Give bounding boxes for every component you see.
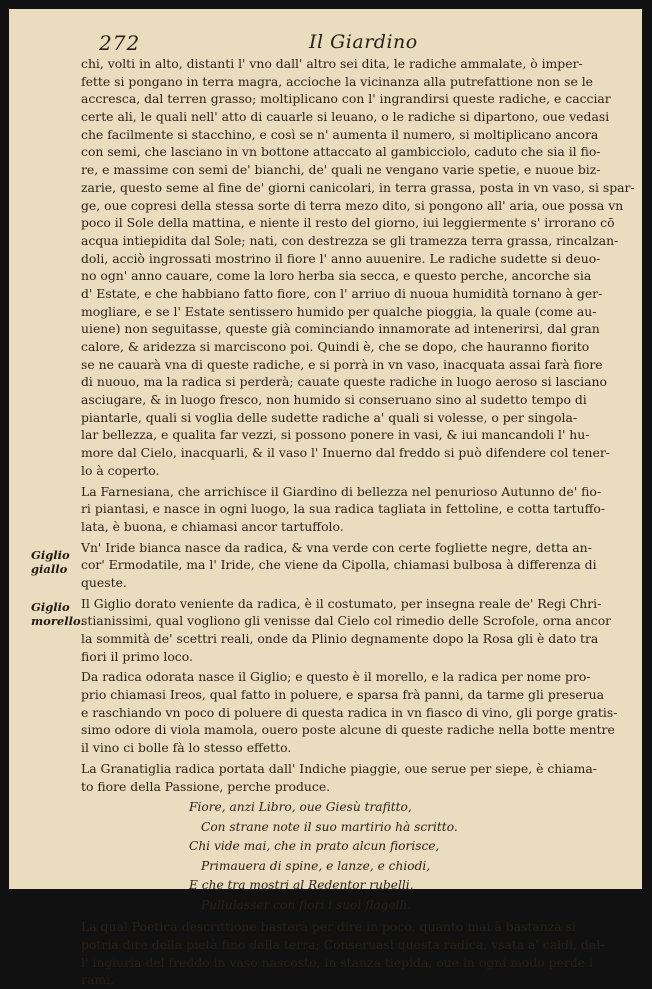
margin-note-line: Giglio xyxy=(31,600,70,614)
text-line: se ne cauarà vna di queste radiche, e si porrà in vn vaso, inacquata assai farà fiore xyxy=(81,356,603,372)
text-line: certe ali, le quali nell' atto di cauarle si leuano, o le radiche si dipartono, oue vedasi xyxy=(81,109,610,125)
text-line: no ogn' anno cauare, come la loro herba sia secca, e questo perche, ancorche sia xyxy=(81,268,592,284)
margin-note-line: giallo xyxy=(31,562,68,576)
text-line: asciugare, & in luogo fresco, non humido si conseruano sino al sudetto tempo di xyxy=(81,392,587,408)
text-line: Fiore, anzi Libro, oue Giesù trafitto, xyxy=(189,800,412,815)
text-line: Il Giglio dorato veniente da radica, è il costumato, per insegna reale de' Regi Chri- xyxy=(81,595,602,611)
margin-note-giglio-giallo xyxy=(31,548,70,576)
text-line: e raschiando vn poco di poluere di questa radica in vn fiasco di vino, gli porge gratis- xyxy=(81,704,618,720)
text-line: La Farnesiana, che arrichisce il Giardino di bellezza nel penurioso Autunno de' fio- xyxy=(81,483,602,499)
text-line: queste. xyxy=(81,574,127,590)
text-line: Vn' Iride bianca nasce da radica, & vna verde con certe fogliette negre, detta an- xyxy=(81,539,592,555)
text-line: Primauera di spine, e lanze, e chiodi, xyxy=(201,858,431,873)
text-line: lo à coperto. xyxy=(81,462,160,478)
text-line: uiene) non seguitasse, queste già cominciando innamorate ad intenerirsi, dal gran xyxy=(81,321,600,337)
margin-note-line: morello. xyxy=(31,614,85,628)
text-line: d' Estate, e che habbiano fatto fiore, con l' arriuo di nuoua humidità tornano à ger- xyxy=(81,285,603,301)
book-page xyxy=(9,9,642,988)
text-line: rami, xyxy=(81,972,114,988)
text-line: poco il Sole della mattina, e niente il resto del giorno, iui leggiermente s' irrorano cō xyxy=(81,215,615,231)
text-line: Da radica odorata nasce il Giglio; e questo è il morello, e la radica per nome pro- xyxy=(81,669,591,685)
text-line: re, e massime con semi de' bianchi, de' quali ne vengano varie spetie, e nuoue biz- xyxy=(81,162,601,178)
text-line: Con strane note il suo martirio hà scritto. xyxy=(201,819,458,834)
text-line: stianissimi, qual vogliono gli venisse dal Cielo col rimedio delle Scrofole, orna ancor xyxy=(81,613,612,629)
text-line: lar bellezza, e qualita far vezzi, si possono ponere in vasi, & iui mancandoli l' hu- xyxy=(81,427,590,443)
margin-note-line: Giglio xyxy=(31,548,70,562)
text-line: acqua intiepidita dal Sole; nati, con destrezza se gli tramezza terra grassa, rincalzan- xyxy=(81,232,619,248)
running-head: Il Giardino xyxy=(309,31,418,53)
page-header xyxy=(9,27,642,57)
text-line: Chi vide mai, che in prato alcun fiorisce, xyxy=(189,839,440,854)
text-line: di nuouo, ma la radica si perderà; cauate queste radiche in luogo aeroso si lasciano xyxy=(81,374,607,390)
text-line: ri piantasi, e nasce in ogni luogo, la sua radica tagliata in fettoline, e cotta tartuffo- xyxy=(81,501,606,517)
text-line: La Granatiglia radica portata dall' Indiche piaggie, oue serue per siepe, è chiama- xyxy=(81,760,597,776)
body-text xyxy=(81,55,635,989)
text-line: calore, & aridezza si marciscono poi. Quindi è, che se dopo, che hauranno fiorito xyxy=(81,339,590,354)
text-line: accresca, dal terren grasso; moltiplicano con l' ingrandirsi queste radiche, e cacciar xyxy=(81,91,611,107)
text-line: il vino ci bolle fà lo stesso effetto. xyxy=(81,740,292,756)
text-line: ge, oue copresi della stessa sorte di terra mezo dito, si pongono all' aria, oue possa vn xyxy=(81,197,624,213)
text-line: cor' Ermodatile, ma l' Iride, che viene da Cipolla, chiamasi bulbosa à differenza di xyxy=(81,557,597,573)
text-line: La qual Poetica descrittione basterà per dire in poco, quanto mai à bastanza si xyxy=(81,919,576,935)
text-line: piantarle, quali si voglia delle sudette radiche a' quali si volesse, o per singola- xyxy=(81,409,578,425)
text-line: E che tra mostri al Redentor rubelli, xyxy=(189,878,414,893)
page-number: 272 xyxy=(99,31,141,55)
text-line: doli, acciò ingrossati mostrino il fiore l' anno auuenire. Le radiche sudette si deuo- xyxy=(81,250,601,266)
text-line: zarie, questo seme al fine de' giorni canicolari, in terra grassa, posta in vn vaso, si spar- xyxy=(81,179,635,195)
text-line: simo odore di viola mamola, ouero poste alcune di queste radiche nella botte mentre xyxy=(81,722,615,738)
text-line: fette si pongano in terra magra, accioche la vicinanza alla putrefattione non se le xyxy=(81,73,594,89)
text-line: to fiore della Passione, perche produce. xyxy=(81,778,331,794)
text-line: prio chiamasi Ireos, qual fatto in poluere, e sparsa frà panni, da tarme gli preserua xyxy=(81,687,604,703)
text-line: more dal Cielo, inacquarli, & il vaso l' Inuerno dal freddo si può difendere col tener- xyxy=(81,445,610,461)
text-line: fiori il primo loco. xyxy=(81,648,193,664)
prose-block xyxy=(81,55,635,795)
text-line: con semi, che lasciano in vn bottone attaccato al gambicciolo, caduto che sia il fio- xyxy=(81,144,601,160)
text-line: chi, volti in alto, distanti l' vno dall' altro sei dita, le radiche ammalate, ò imper- xyxy=(81,56,583,71)
text-line: mogliare, e se l' Estate sentissero humido per qualche pioggia, la quale (come au- xyxy=(81,303,597,319)
margin-note-giglio-morello xyxy=(31,600,84,628)
text-line: l' ingiuria del freddo in vaso nascosto, in stanza tiepida, oue in ogni modo perde i xyxy=(81,954,593,970)
text-line: che facilmente si stacchino, e così se n' aumenta il numero, si moltiplicano ancora xyxy=(81,126,599,142)
poem-block xyxy=(189,798,629,915)
text-line: potria dire della pietà fino dalla terra; Conseruasi questa radica, vsata a' caldi, dal- xyxy=(81,936,605,952)
text-line: lata, è buona, e chiamasi ancor tartuffolo. xyxy=(81,518,344,534)
closing-block xyxy=(81,918,629,989)
text-line: la sommità de' scettri reali, onde da Plinio degnamente dopo la Rosa gli è dato tra xyxy=(81,631,599,646)
text-line: Pullulasser con fiori i suoi flagelli. xyxy=(201,897,412,912)
